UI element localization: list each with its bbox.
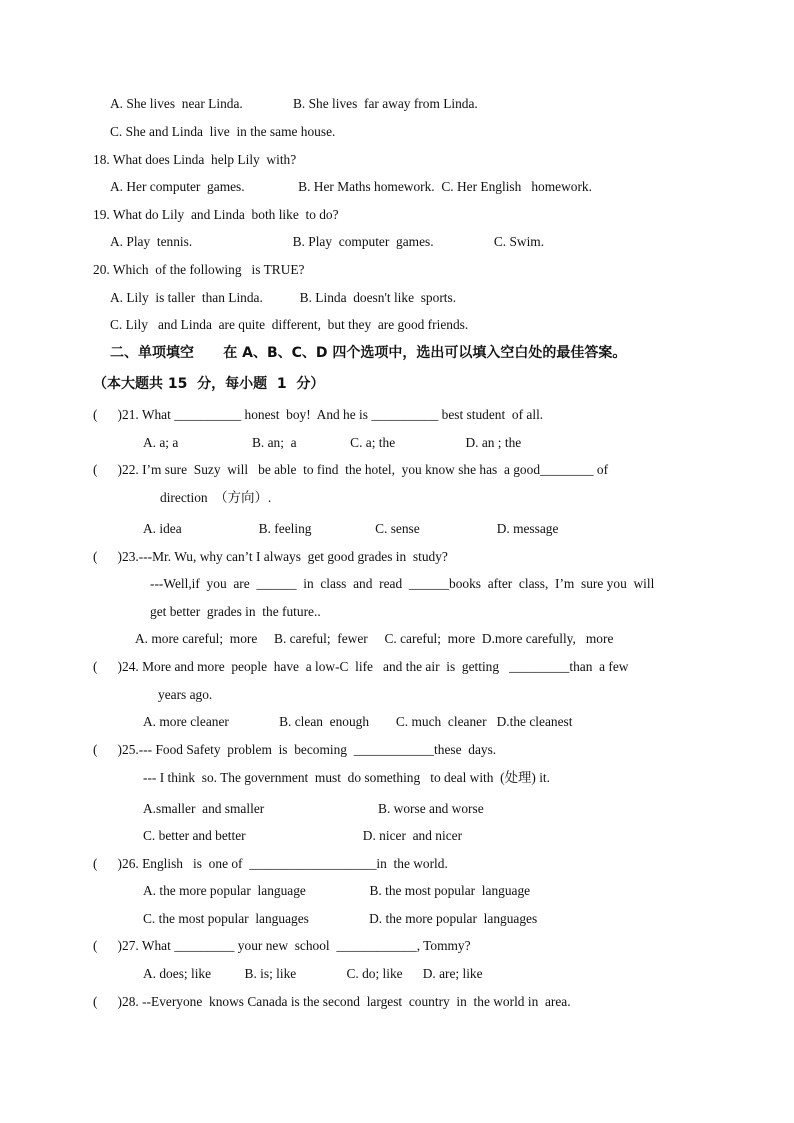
q25-options-ab: A.smaller and smaller B. worse and worse <box>143 801 484 816</box>
q20-stem: 20. Which of the following is TRUE? <box>93 262 305 277</box>
q23-stem-cont: ---Well,if you are ______ in class and read ______books after class, I’m sure you will <box>150 576 655 591</box>
q19-stem: 19. What do Lily and Linda both like to do? <box>93 207 339 222</box>
q21-stem: ( )21. What __________ honest boy! And he is __________ best student of all. <box>93 407 544 422</box>
q28-stem: ( )28. --Everyone knows Canada is the second largest country in the world in area. <box>93 994 571 1009</box>
section-title: 二、单项填空 在 A、B、C、D 四个选项中，选出可以填入空白处的最佳答案。 <box>110 345 627 361</box>
q17-option-c: C. She and Linda live in the same house. <box>110 124 336 139</box>
q18-stem: 18. What does Linda help Lily with? <box>93 152 297 167</box>
section-subtitle: （本大题共 15 分，每小题 1 分） <box>93 376 325 392</box>
q23-stem-cont2: get better grades in the future.. <box>150 604 321 619</box>
q24-stem-cont: years ago. <box>158 687 213 702</box>
q23-options: A. more careful; more B. careful; fewer C. careful; more D.more carefully, more <box>135 631 614 646</box>
q24-options: A. more cleaner B. clean enough C. much cleaner D.the cleanest <box>143 714 573 729</box>
q21-options: A. a; a B. an; a C. a; the D. an ; the <box>143 435 522 450</box>
q22-stem-cont: direction （方向）. <box>160 490 272 505</box>
q20-options-ab: A. Lily is taller than Linda. B. Linda doesn't like sports. <box>110 290 457 305</box>
q27-options: A. does; like B. is; like C. do; like D. are; like <box>143 966 483 981</box>
q25-stem: ( )25.--- Food Safety problem is becoming ____________these days. <box>93 742 497 757</box>
q26-options-ab: A. the more popular language B. the most popular language <box>143 883 531 898</box>
q26-options-cd: C. the most popular languages D. the more popular languages <box>143 911 538 926</box>
q20-option-c: C. Lily and Linda are quite different, but they are good friends. <box>110 317 469 332</box>
q22-stem: ( )22. I’m sure Suzy will be able to find the hotel, you know she has a good________ of <box>93 462 609 477</box>
q24-stem: ( )24. More and more people have a low-C life and the air is getting _________than a few <box>93 659 629 674</box>
q17-options-ab: A. She lives near Linda. B. She lives far away from Linda. <box>110 96 478 111</box>
q25-options-cd: C. better and better D. nicer and nicer <box>143 828 463 843</box>
q19-options: A. Play tennis. B. Play computer games. C. Swim. <box>110 234 545 249</box>
q18-options: A. Her computer games. B. Her Maths homework. C. Her English homework. <box>110 179 592 194</box>
q26-stem: ( )26. English is one of ___________________in the world. <box>93 856 448 871</box>
q23-stem: ( )23.---Mr. Wu, why can’t I always get good grades in study? <box>93 549 448 564</box>
q25-stem-cont: --- I think so. The government must do something to deal with (处理) it. <box>143 770 550 785</box>
q22-options: A. idea B. feeling C. sense D. message <box>143 521 559 536</box>
q27-stem: ( )27. What _________ your new school ____________, Tommy? <box>93 938 471 953</box>
